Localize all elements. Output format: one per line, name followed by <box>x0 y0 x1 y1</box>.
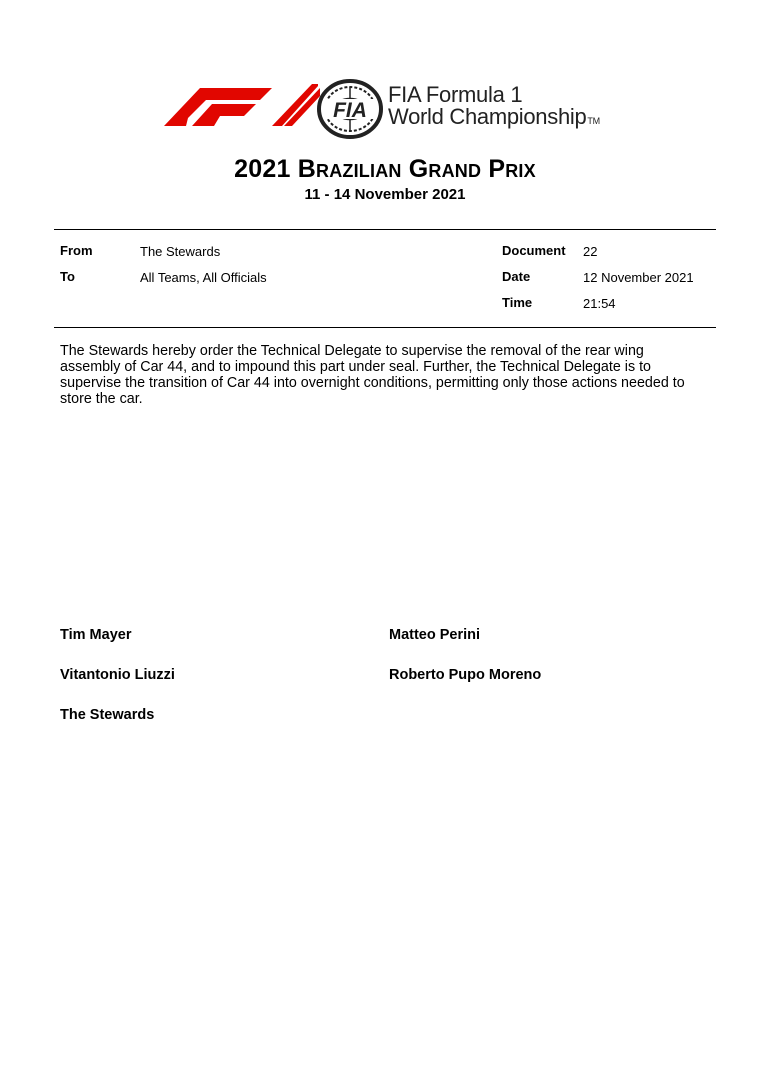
signatory-right-2: Roberto Pupo Moreno <box>389 667 542 683</box>
event-dates: 11 - 14 November 2021 <box>304 186 466 203</box>
trademark-mark: TM <box>587 116 600 126</box>
event-year: 2021 <box>234 155 291 183</box>
body-line-2: assembly of Car 44, and to impound this part under seal. Further, the Technical Delegate is to <box>60 359 652 375</box>
bottom-divider <box>54 327 716 328</box>
document-value: 22 <box>583 244 598 259</box>
signatory-right-1: Matteo Perini <box>389 627 481 643</box>
brand-line-2-text: World Championship <box>388 104 587 129</box>
event-word-3-rest: rix <box>505 155 536 183</box>
body-line-4: store the car. <box>60 391 143 407</box>
event-title <box>0 155 770 184</box>
svg-text:FIA: FIA <box>333 99 367 122</box>
f1-logo-icon <box>160 82 320 126</box>
body-line-3: supervise the transition of Car 44 into overnight conditions, permitting only those actions needed to <box>60 375 685 391</box>
event-word-1-rest: razilian <box>316 155 402 183</box>
event-word-2-initial: G <box>408 155 429 183</box>
brand-wordmark <box>388 84 600 132</box>
body-line-1: The Stewards hereby order the Technical Delegate to supervise the removal of the rear wing <box>60 343 644 359</box>
from-value: The Stewards <box>140 244 221 259</box>
decision-body <box>60 343 716 407</box>
from-label: From <box>60 243 93 258</box>
header-logo-row <box>160 78 630 138</box>
signatory-left-1: Tim Mayer <box>60 627 132 643</box>
event-word-3-initial: P <box>488 155 506 183</box>
time-label: Time <box>502 295 533 310</box>
time-value: 21:54 <box>583 296 616 311</box>
brand-line-1: FIA Formula 1 <box>388 82 523 107</box>
signatories-closing: The Stewards <box>60 707 155 723</box>
event-word-2-rest: rand <box>428 155 482 183</box>
date-value: 12 November 2021 <box>583 270 694 285</box>
to-label: To <box>60 269 75 284</box>
document-label: Document <box>502 243 566 258</box>
event-word-1-initial: B <box>297 155 316 183</box>
date-label: Date <box>502 269 531 284</box>
brand-line-2 <box>388 106 600 132</box>
signatory-left-2: Vitantonio Liuzzi <box>60 667 175 683</box>
to-value: All Teams, All Officials <box>140 270 267 285</box>
fia-seal-icon <box>316 78 384 140</box>
top-divider <box>54 229 716 230</box>
